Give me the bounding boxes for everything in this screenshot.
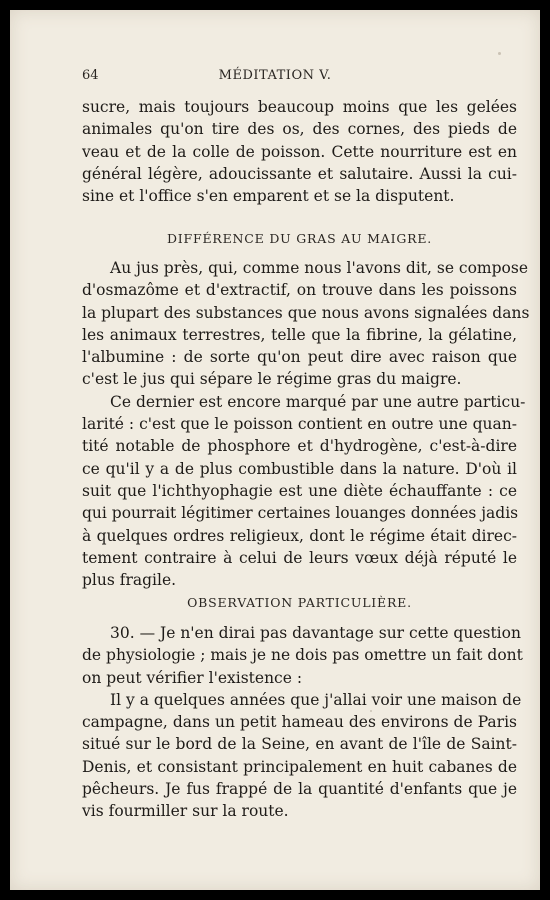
text-line: veau et de la colle de poisson. Cette nourriture est en [82,142,517,161]
section-body [82,257,530,591]
book-page [10,10,540,890]
text-line: les animaux terrestres, telle que la fibrine, la gélatine, [82,325,517,344]
text-line: sine et l'office s'en emparent et se la disputent. [82,187,455,206]
text-line: la plupart des substances que nous avons signalées dans [82,303,530,322]
running-head [10,68,540,88]
text-line: de physiologie ; mais je ne dois pas omettre un fait dont [82,646,523,665]
text-line: général légère, adoucissante et salutaire. Aussi la cui- [82,164,517,183]
text-line: à quelques ordres religieux, dont le régime était direc- [82,526,517,545]
text-line: animales qu'on tire des os, des cornes, des pieds de [82,120,517,139]
text-line: l'albumine : de sorte qu'on peut dire avec raison que [82,348,517,367]
text-line: vis fourmiller sur la route. [82,802,289,821]
text-line: Il y a quelques années que j'allai voir une maison de [110,690,522,709]
page-number: 64 [82,68,99,83]
text-line: on peut vérifier l'existence : [82,668,303,687]
continued-paragraph [82,96,517,207]
paper-speck [498,52,501,55]
text-line: plus fragile. [82,571,177,590]
section-heading: DIFFÉRENCE DU GRAS AU MAIGRE. [166,231,433,246]
text-line: qui pourrait légitimer certaines louanges données jadis [82,504,519,523]
text-line: larité : c'est que le poisson contient en outre une quan- [82,415,517,434]
text-line: Au jus près, qui, comme nous l'avons dit, se compose [110,259,529,277]
text-line: Ce dernier est encore marqué par une autre particu- [110,392,526,411]
text-line: d'osmazôme et d'extractif, on trouve dans les poissons [82,281,517,300]
text-line: tité notable de phosphore et d'hydrogène, c'est-à-dire [82,437,517,456]
section-body [82,622,523,823]
text-line: ce qu'il y a de plus combustible dans la nature. D'où il [82,459,517,478]
text-line: 30. — Je n'en dirai pas davantage sur cette question [110,624,521,642]
text-line: situé sur le bord de la Seine, en avant de l'île de Saint- [82,735,517,754]
text-line: tement contraire à celui de leurs vœux déjà réputé le [82,548,517,567]
text-line: Denis, et consistant principalement en huit cabanes de [82,757,517,776]
text-line: c'est le jus qui sépare le régime gras du maigre. [82,370,462,389]
text-line: campagne, dans un petit hameau des environs de Paris [82,713,517,732]
text-line: suit que l'ichthyophagie est une diète échauffante : ce [82,481,517,500]
text-line: sucre, mais toujours beaucoup moins que les gelées [82,98,517,116]
section-heading: OBSERVATION PARTICULIÈRE. [187,595,412,610]
chapter-title: MÉDITATION V. [218,68,332,83]
text-line: pêcheurs. Je fus frappé de la quantité d'enfants que je [82,780,517,799]
